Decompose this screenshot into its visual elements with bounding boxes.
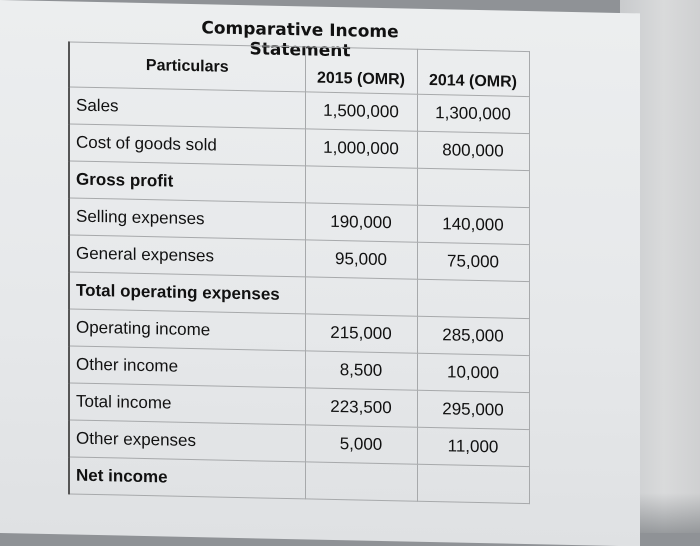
row-label: Other expenses [69, 420, 305, 462]
row-label: General expenses [69, 235, 305, 277]
header-2015: 2015 (OMR) [305, 47, 417, 94]
header-2014: 2014 (OMR) [417, 49, 529, 96]
row-label: Operating income [69, 309, 305, 351]
row-value-2015: 95,000 [305, 240, 417, 279]
row-label: Net income [69, 457, 305, 499]
row-value-2014: 75,000 [417, 242, 529, 281]
header-particulars: Particulars [69, 42, 305, 92]
row-value-2015: 1,000,000 [305, 129, 417, 168]
row-value-2015: 190,000 [305, 203, 417, 242]
row-label: Total operating expenses [69, 272, 305, 314]
row-value-2015: 1,500,000 [305, 92, 417, 131]
row-value-2014: 1,300,000 [417, 94, 529, 133]
income-statement-table [68, 41, 530, 504]
row-value-2014 [417, 168, 529, 207]
row-label: Gross profit [69, 161, 305, 203]
row-value-2014: 800,000 [417, 131, 529, 170]
row-value-2015: 5,000 [305, 425, 417, 464]
row-value-2015 [305, 277, 417, 316]
page-title: Comparative Income Statement [201, 18, 399, 62]
row-value-2014 [417, 464, 529, 503]
row-label: Other income [69, 346, 305, 388]
row-value-2015: 215,000 [305, 314, 417, 353]
row-label: Sales [69, 87, 305, 129]
row-value-2014: 295,000 [417, 390, 529, 429]
row-value-2015 [305, 166, 417, 205]
row-label: Selling expenses [69, 198, 305, 240]
row-value-2014 [417, 279, 529, 318]
row-value-2015: 8,500 [305, 351, 417, 390]
row-value-2014: 11,000 [417, 427, 529, 466]
row-value-2014: 285,000 [417, 316, 529, 355]
row-value-2014: 10,000 [417, 353, 529, 392]
row-value-2014: 140,000 [417, 205, 529, 244]
row-label: Total income [69, 383, 305, 425]
row-value-2015 [305, 462, 417, 501]
row-label: Cost of goods sold [69, 124, 305, 166]
row-value-2015: 223,500 [305, 388, 417, 427]
